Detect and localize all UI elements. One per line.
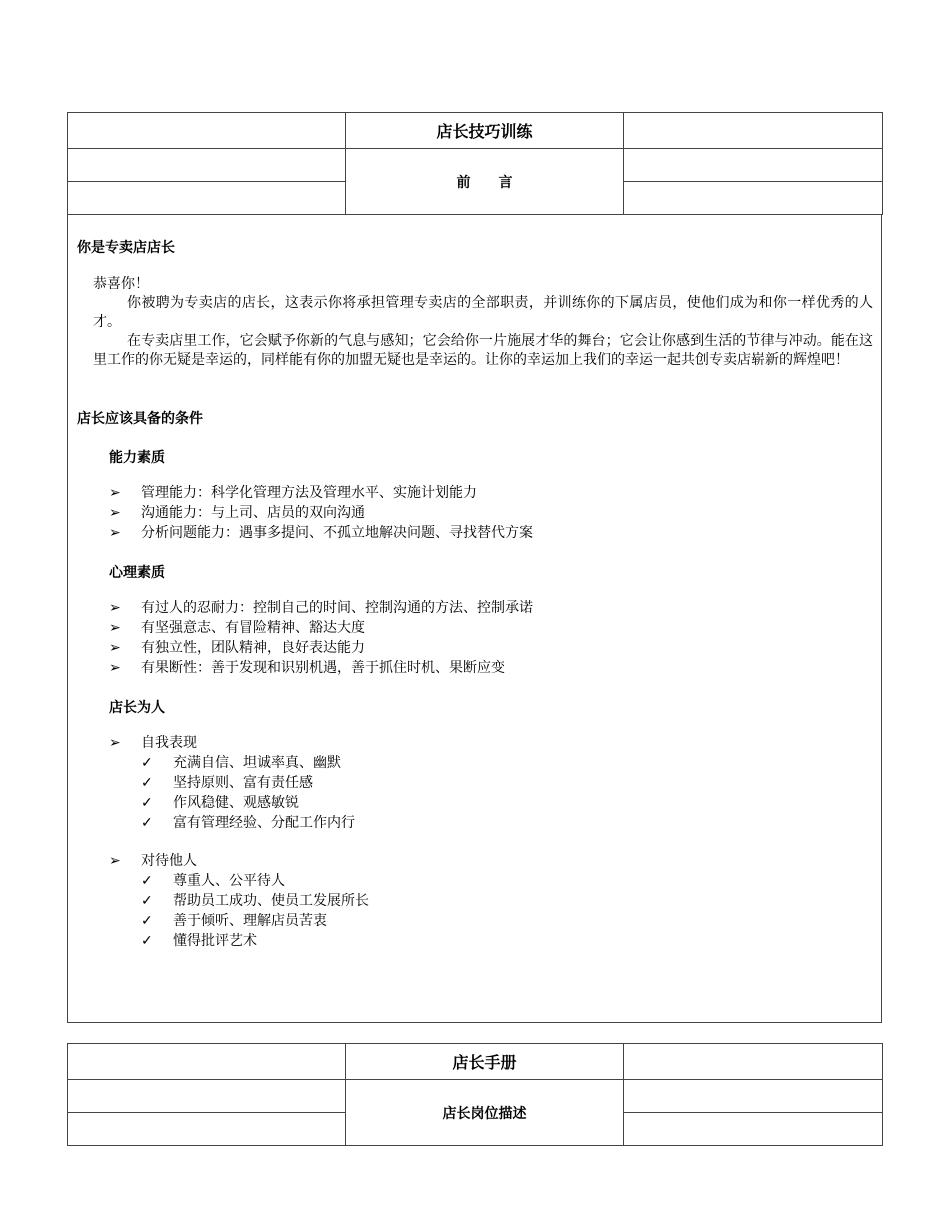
arrow-icon: ➢	[109, 735, 121, 751]
check-icon: ✓	[141, 873, 153, 889]
list-item: ✓ 帮助员工成功、使员工发展所长	[141, 893, 369, 909]
job-description-title: 店长岗位描述	[346, 1080, 624, 1146]
list-item: ✓ 充满自信、坦诚率真、幽默	[141, 755, 341, 771]
header-cell-empty	[624, 113, 883, 149]
check-icon: ✓	[141, 913, 153, 929]
header-table-2	[67, 1043, 883, 1146]
intro-paragraph-2: 在专卖店里工作，它会赋予你新的气息与感知；它会给你一片施展才华的舞台；它会让你感到生活的节律与冲动。能在这里工作的你无疑是幸运的，同样能有你的加盟无疑也是幸运的。让你的幸运加上我们的幸运一起共创专卖店崭新的辉煌吧！	[93, 333, 873, 368]
conduct-self-list	[109, 733, 355, 833]
list-item: ➢ 有坚强意志、有冒险精神、豁达大度	[109, 620, 365, 636]
list-item: ➢ 有果断性：善于发现和识别机遇，善于抓住时机、果断应变	[109, 660, 505, 676]
arrow-icon: ➢	[109, 660, 121, 676]
conduct-title: 店长为人	[109, 700, 165, 716]
manual-title: 店长手册	[346, 1044, 624, 1080]
conditions-heading: 店长应该具备的条件	[77, 411, 203, 427]
others-sublist	[141, 871, 369, 951]
header-cell-empty	[624, 182, 883, 215]
header-cell-empty	[68, 149, 346, 182]
header-table-1	[67, 112, 883, 215]
arrow-icon: ➢	[109, 853, 121, 869]
header-cell-empty	[68, 1080, 346, 1113]
ability-title: 能力素质	[109, 450, 165, 466]
header-cell-empty	[68, 1113, 346, 1146]
list-item: ➢ 管理能力：科学化管理方法及管理水平、实施计划能力	[109, 485, 477, 501]
arrow-icon: ➢	[109, 525, 121, 541]
conduct-others-list	[109, 851, 369, 951]
self-sublist	[141, 753, 355, 833]
arrow-icon: ➢	[109, 505, 121, 521]
list-item: ➢ 分析问题能力：遇事多提问、不孤立地解决问题、寻找替代方案	[109, 525, 533, 541]
intro-paragraph-1: 你被聘为专卖店的店长，这表示你将承担管理专卖店的全部职责，并训练你的下属店员，使他们成为和你一样优秀的人才。	[93, 295, 873, 330]
arrow-icon: ➢	[109, 640, 121, 656]
header-cell-empty	[68, 182, 346, 215]
arrow-icon: ➢	[109, 485, 121, 501]
check-icon: ✓	[141, 795, 153, 811]
check-icon: ✓	[141, 815, 153, 831]
list-item: ➢ 有独立性，团队精神，良好表达能力	[109, 640, 365, 656]
list-item: ✓ 坚持原则、富有责任感	[141, 775, 313, 791]
psych-list	[109, 598, 533, 678]
greeting-text: 恭喜你！	[93, 276, 149, 292]
header-cell-empty	[624, 1080, 883, 1113]
header-cell-empty	[624, 1044, 883, 1080]
list-item: ✓ 尊重人、公平待人	[141, 873, 285, 889]
header-cell-empty	[68, 1044, 346, 1080]
section-title: 前 言	[346, 149, 624, 215]
list-item: ✓ 作风稳健、观感敏锐	[141, 795, 299, 811]
arrow-icon: ➢	[109, 600, 121, 616]
header-cell-empty	[68, 113, 346, 149]
check-icon: ✓	[141, 933, 153, 949]
list-item: ✓ 富有管理经验、分配工作内行	[141, 815, 355, 831]
list-item: ✓ 懂得批评艺术	[141, 933, 257, 949]
intro-heading: 你是专卖店店长	[77, 240, 175, 256]
document-title: 店长技巧训练	[346, 113, 624, 149]
list-item: ➢ 对待他人 ✓ 尊重人、公平待人 ✓ 帮助员工成功、使员工发展所长 ✓ 善于倾听、理解店员苦衷 ✓ 懂得批评艺术	[109, 853, 369, 949]
header-cell-empty	[624, 149, 883, 182]
list-item: ➢ 有过人的忍耐力：控制自己的时间、控制沟通的方法、控制承诺	[109, 600, 533, 616]
list-item: ✓ 善于倾听、理解店员苦衷	[141, 913, 327, 929]
check-icon: ✓	[141, 775, 153, 791]
ability-list	[109, 483, 533, 543]
check-icon: ✓	[141, 755, 153, 771]
header-cell-empty	[624, 1113, 883, 1146]
psych-title: 心理素质	[109, 565, 165, 581]
content-box	[67, 215, 882, 1023]
check-icon: ✓	[141, 893, 153, 909]
list-item: ➢ 自我表现 ✓ 充满自信、坦诚率真、幽默 ✓ 坚持原则、富有责任感 ✓ 作风稳健、观感敏锐 ✓ 富有管理经验、分配工作内行	[109, 735, 355, 831]
list-item: ➢ 沟通能力：与上司、店员的双向沟通	[109, 505, 365, 521]
arrow-icon: ➢	[109, 620, 121, 636]
